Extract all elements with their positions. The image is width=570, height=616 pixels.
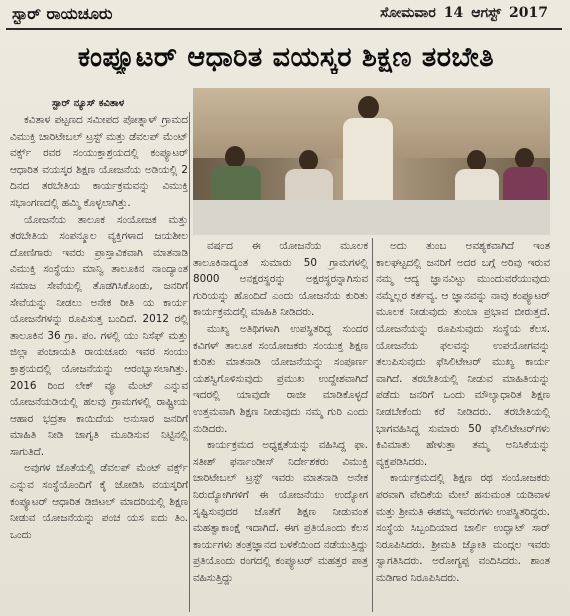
photo-person bbox=[455, 150, 499, 206]
photo-person bbox=[285, 150, 333, 206]
weekday: ಸೋಮವಾರ bbox=[380, 5, 436, 21]
month: ಆಗಸ್ಟ್ bbox=[471, 5, 502, 21]
photo-person bbox=[503, 148, 547, 206]
paragraph: ಮುಖ್ಯ ಅತಿಥಿಗಳಾಗಿ ಉಪಸ್ಥಿತರಿದ್ದ ಸುಂದರ ಕವಿಗಳ್ ತಾಲೂಕ ಸಂಯೋಜಕರು ಸಂಯುಕ್ತ ಶಿಕ್ಷಣ ಕುರಿತು ಮಾತನಾಡಿ ಯೋಜನೆಯನ್ನು ಸಂಪೂರ್ಣ ಯಶಸ್ವಿಗೊಳಿಸುವುದು ಪ್ರಮುಖ ಉದ್ದೇಶವಾಗಿದೆ ಇದರಲ್ಲಿ ಯಾವುದೇ ರಾಜೀ ಮಾಡಿಕೊಳ್ಳದೆ ಉತ್ತಮವಾಗಿ ಶಿಕ್ಷಣ ನೀಡುವುದು ನಮ್ಮ ಗುರಿ ಎಂದು ನುಡಿದರು. bbox=[193, 322, 368, 435]
photo-table bbox=[193, 200, 550, 235]
paragraph: ಅವುಗಳ ಜೊತೆಯಲ್ಲಿ ಡೆವಲಪ್ ಮೆಂಟ್ ವರ್ಕ್ಸ್ ಎನ್ನುವ ಸಂಸ್ಥೆಯೊಂದಿಗೆ ಕೈ ಜೋಡಿಸಿ ವಯಸ್ಕರಿಗೆ ಕಂಪ್ಯೂಟರ್ ಆಧಾರಿತ ಡಿಜಿಟಲ್ ಮಾದರಿಯಲ್ಲಿ ಶಿಕ್ಷಣ ನೀಡುವ ಯೋಜನೆಯನ್ನು ಪಂಚ ಯಸ ಐದು ತಿಂ. ಒಂದು bbox=[10, 462, 188, 541]
paragraph: ಅದು ತುಂಬ ಅವಶ್ಯಕವಾಗಿದೆ ಇಂತ ಕಾಲಘಟ್ಟದಲ್ಲಿ ಜನರಿಗೆ ಅದರ ಬಗ್ಗೆ ಅರಿವು ಇರುವ ನಮ್ಮ ಆದ್ಯ ಜ್ಞಾನವಿಟ್ಟು ಮುಂದುವರೆಯುವುದು ನಮ್ಮೆಲ್ಲರ ಕರ್ತವ್ಯ. ಆ ಜ್ಞಾನವನ್ನು ನಾವು ಕಂಪ್ಯೂಟರ್ ಮೂಲಕ ನೀಡುವುದು ತುಂಬಾ ಪ್ರಭಾವ ಬೀರುತ್ತದೆ. ಯೋಜನೆಯನ್ನು ರೂಪಿಸುವುದು ಸಂಸ್ಥೆಯ ಕೆಲಸ. ಯೋಜನೆಯ ಫಲವನ್ನು ಉಪಯೋಗವನ್ನು ತಲುಪಿಸುವುದು ಫೆಸಿಲಿಟೇಟರ್ ಮುಖ್ಯ ಕಾರ್ಯ ವಾಗಿದೆ. ತರಬೇತಿಯಲ್ಲಿ ನೀಡುವ ಮಾಹಿತಿಯನ್ನು ಪಡೆದು ಜನರಿಗೆ ಒಂದು ಮೌಲ್ಯಾಧಾರಿತ ಶಿಕ್ಷಣ ನೀಡಬೇಕೆಂದು ಕರೆ ನೀಡಿದರು. ತರಬೇತಿಯಲ್ಲಿ ಭಾಗವಹಿಸಿದ್ದ ಸುಮಾರು 50 ಫೆಸಿಲಿಟೇಟರ್‌ಗಳು ಕಿವಿಮಾತು ಹೇಳುತ್ತಾ ತಮ್ಮ ಅನಿಸಿಕೆಯನ್ನು ವ್ಯಕ್ತಪಡಿಸಿದರು. bbox=[376, 240, 550, 468]
year: 2017 bbox=[509, 5, 548, 21]
newspaper-name: ಸ್ಟಾರ್ ರಾಯಚೂರು bbox=[12, 4, 113, 23]
masthead bbox=[6, 2, 562, 30]
article-column-1 bbox=[10, 112, 188, 616]
photo-person bbox=[211, 146, 261, 206]
paragraph: ವರ್ಷದ ಈ ಯೋಜನೆಯ ಮೂಲಕ ತಾಲೂಕಿನಾದ್ಯಂತ ಸುಮಾರು 50 ಗ್ರಾಮಗಳಲ್ಲಿ 8000 ಅನಕ್ಷರಸ್ಥರನ್ನು ಅಕ್ಷರಸ್ಥರನ್ನಾಗಿಸುವ ಗುರಿಯನ್ನು ಹೊಂದಿದೆ ಎಂದು ಯೋಜನೆಯ ಕುರಿತು ಕಾರ್ಯಕ್ರಮದಲ್ಲಿ ಮಾಹಿತಿ ನೀಡಿದರು. bbox=[193, 240, 368, 319]
dateline bbox=[372, 5, 548, 21]
column-rule bbox=[372, 238, 373, 612]
article-byline: ಸ್ಟಾರ್ ನ್ಯೂಸ್ ಕವಿತಾಳ bbox=[52, 98, 125, 109]
paragraph: ಕಾರ್ಯಕ್ರಮದ ಅಧ್ಯಕ್ಷತೆಯನ್ನು ವಹಿಸಿದ್ದ ಫಾ. ಸತೀಶ್ ಫರ್ನಾಂಡೀಸ್ ನಿರ್ದೇಶಕರು ವಿಮುಕ್ತಿ ಚಾರಿಟೇಬಲ್ ಟ್ರಸ್ಟ್ ಇವರು ಮಾತನಾಡಿ ಅನೇಕ ನಿರುದ್ಯೋಗಿಗಳಿಗೆ ಈ ಯೋಜನೆಯು ಉದ್ಯೋಗ ಸೃಷ್ಟಿಸುವುದರ ಜೊತೆಗೆ ಶಿಕ್ಷಣ ನೀಡುವಂತ ಮಹತ್ವಾಕಾಂಕ್ಷೆ ಇದಾಗಿದೆ. ಈಗ ಪ್ರತಿಯೊಂದು ಕೆಲಸ ಕಾರ್ಯಗಳು ತಂತ್ರಜ್ಞಾನದ ಬಳಕೆಯಿಂದ ನಡೆಯುತ್ತಿದ್ದು ಪ್ರತಿಯೊಂದು ರಂಗದಲ್ಲಿ ಕಂಪ್ಯೂಟರ್ ಮಹತ್ತರ ಪಾತ್ರ ವಹಿಸುತ್ತಿದ್ದು bbox=[193, 439, 368, 584]
day: 14 bbox=[443, 5, 464, 21]
article-photo bbox=[193, 88, 550, 235]
column-rule bbox=[189, 112, 190, 612]
article-headline: ಕಂಪ್ಯೂಟರ್ ಆಧಾರಿತ ವಯಸ್ಕರ ಶಿಕ್ಷಣ ತರಬೇತಿ bbox=[77, 42, 495, 73]
paragraph: ಕಾರ್ಯಕ್ರಮದಲ್ಲಿ ಶಿಕ್ಷಣ ರಥ ಸಂಯೋಜಕರು ಪರವಾಗಿ ವೇದಿಕೆಯ ಮೇಲೆ ಹನುಮಂತ ಯಡಿವಾಳ ಮತ್ತು ಶ್ರೀಮತಿ ಈಶಮ್ಮ ಇವರುಗಳು ಉಪಸ್ಥಿತರಿದ್ದರು. ಸಂಸ್ಥೆಯ ಸಿಬ್ಬಂದಿಯಾದ ಚಾರ್ಲಿ ಉದ್ಘಾಟ್ ಸಾರ್ ನಿರೂಪಿಸಿದರು. ಶ್ರೀಮತಿ ಜ್ಯೋತಿ ಮಂದ್ಗಲ ಇವರು ಸ್ವಾಗತಿಸಿದರು. ಅರೋಗ್ಯಪ್ಪ ವಂದಿಸಿದರು. ಶಾಂತ ಮಡಿಗಾರ ನಿರೂಪಿಸಿದರು. bbox=[376, 472, 550, 584]
article-column-2 bbox=[193, 238, 368, 616]
photo-speaker bbox=[341, 96, 395, 206]
paragraph: ಯೋಜನೆಯ ತಾಲೂಕ ಸಂಯೋಜಕ ಮತ್ತು ತರಬೇತಿಯ ಸಂಪನ್ಮೂಲ ವ್ಯಕ್ತಿಗಳಾದ ಜಯಶೀಲ ದೋಣಿಗಾರು ಇವರು ಪ್ರಾಸ್ತಾವಿಕವಾಗಿ ಮಾತನಾಡಿ ವಿಮುಕ್ತಿ ಸಂಸ್ಥೆಯು ಮಾನ್ವಿ ತಾಲೂಕಿನ ನಾಂದ್ಯಾಂತ ಸಮಾಜ ಸೇವೆಯಲ್ಲಿ ತೊಡಗಿಸಿಕೊಂಡು, ಜನರಿಗೆ ಸೇವೆಯನ್ನು ನೀಡಲು ಅನೇಕ ರೀತಿ ಯ ಕಾರ್ಯ ಯೋಜನೆಗಳನ್ನು ರೂಪಿಸುತ್ತ ಬಂದಿದೆ. 2012 ರಲ್ಲಿ ತಾಲೂಕಿನ 36 ಗ್ರಾ. ಪಂ. ಗಳಲ್ಲಿ ಯು ನಿಸೆಫ್ ಮತ್ತು ಜಿಲ್ಲಾ ಪಂಚಾಯತಿ ರಾಯಚೂರು ಇವರ ಸಂಯು ಕ್ತಾಶ್ರಯದಲ್ಲಿ ಯೋಜನೆಯನ್ನು ಆರಂಭ್ಯಾಸಲಾಗಿತ್ತು. 2016 ರಿಂದ ಲೇಕ್ ವ್ಯೂ ಮೆಂಟ್ ಎನ್ನುವ ಯೋಜನೆಯಡಿಯಲ್ಲಿ ಹಲವು ಗ್ರಾಮಗಳಲ್ಲಿ ರಾಷ್ಟ್ರೀಯ ಆಹಾರ ಭದ್ರತಾ ಕಾಯಿದೆಯ ಅನುಸಾರ ಜನರಿಗೆ ಮಾಹಿತಿ ನೀಡಿ ಜಾಗೃತಿ ಮೂಡಿಸುವ ನಿಟ್ಟಿನಲ್ಲಿ ಸಾಗುತಿದೆ. bbox=[10, 213, 188, 458]
article-column-3 bbox=[376, 238, 550, 616]
paragraph: ಕವಿತಾಳ ಪಟ್ಟಣದ ಸಮೀಪದ ಪೋತ್ನಾಳ್ ಗ್ರಾಮದ ವಿಮುಕ್ತಿ ಚಾರಿಟೇಬಲ್ ಟ್ರಸ್ಟ್ ಮತ್ತು ಡೆವಲಪ್ ಮೆಂಟ್ ವರ್ಕ್ಸ್ ರವರ ಸಂಯುಕ್ತಾಶ್ರಯದಲ್ಲಿ ಕಂಪ್ಯೂಟರ್ ಆಧಾರಿತ ವಯಸ್ಕರ ಶಿಕ್ಷಣ ಯೋಜನೆಯ ಅಡಿಯಲ್ಲಿ 2 ದಿನದ ತರಬೇತಿಯ ಕಾರ್ಯಕ್ರಮವನ್ನು ವಿಮುಕ್ತಿ ಸಭಾಂಗಣದಲ್ಲಿ ಹಮ್ಮಿ ಕೊಳ್ಳಲಾಗಿತ್ತು. bbox=[10, 114, 188, 209]
